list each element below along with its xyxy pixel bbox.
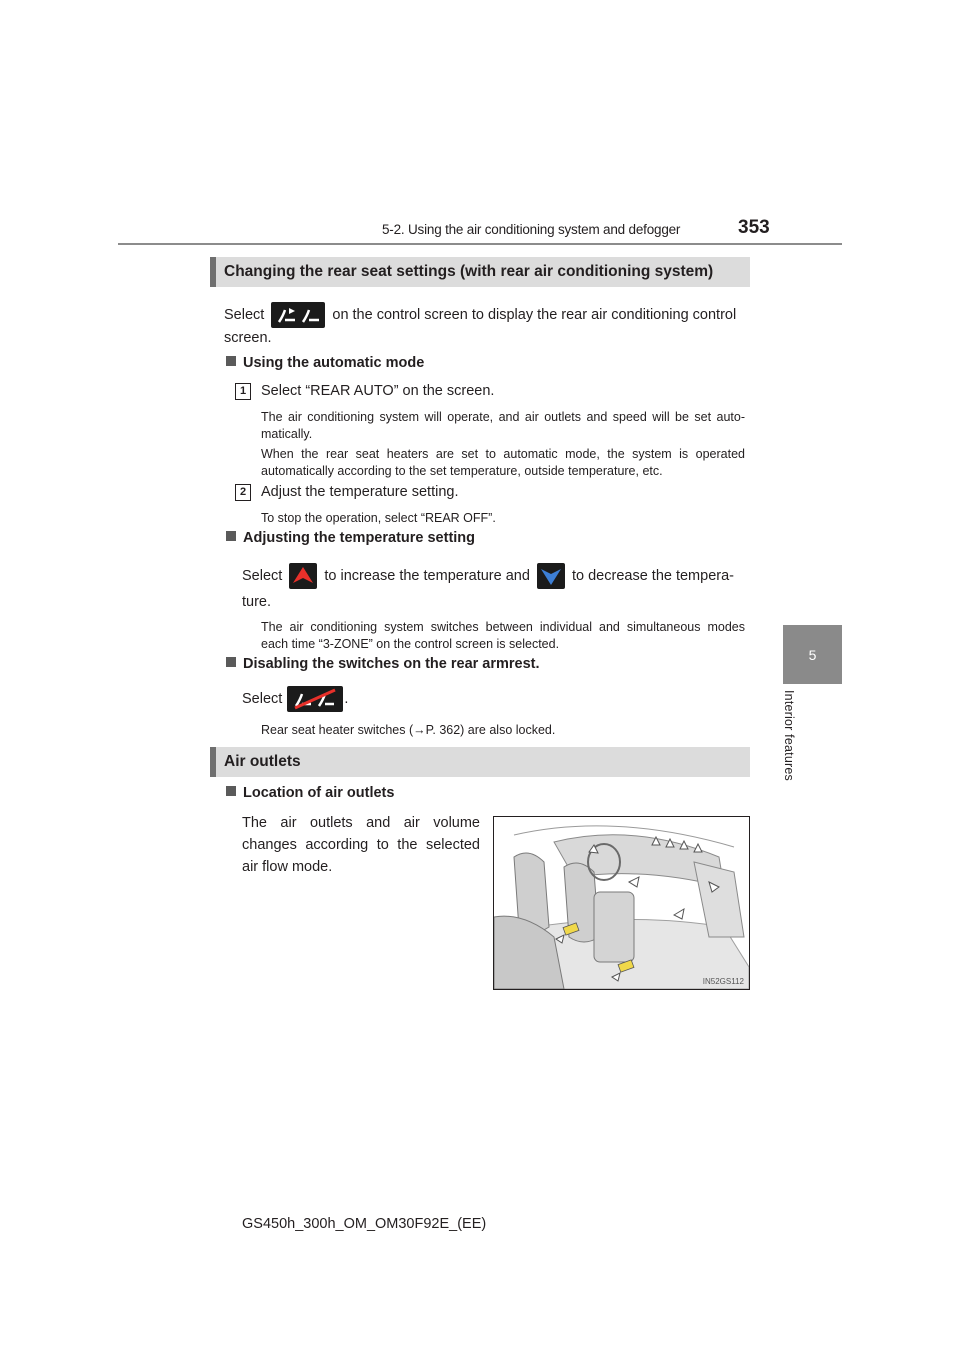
chapter-tab: 5 — [783, 625, 842, 684]
step-1-note-2a: When the rear seat heaters are set to automatic mode, the system is operated — [261, 447, 745, 461]
step-1-note-1a: The air conditioning system will operate, and air outlets and speed will be set auto- — [261, 410, 745, 424]
header-rule — [118, 243, 842, 245]
temperature-line: Select to increase the temperature and to decrease the tempera- — [242, 563, 747, 589]
bullet-square — [226, 786, 236, 796]
step-1-note-2b: automatically according to the set temperature, outside temperature, etc. — [261, 464, 663, 478]
temperature-note-b: each time “3-ZONE” on the control screen is selected. — [261, 637, 560, 651]
rear-lock-icon — [287, 686, 343, 712]
document-code: GS450h_300h_OM_OM30F92E_(EE) — [242, 1216, 487, 1232]
section-heading-air-outlets: Air outlets — [210, 747, 750, 777]
rear-ac-icon — [271, 302, 325, 328]
location-text-2: changes according to the selected — [242, 837, 480, 853]
disable-line: Select . — [242, 686, 348, 712]
page-number: 353 — [738, 217, 770, 238]
temperature-up-icon — [289, 563, 317, 589]
cabin-drawing — [494, 817, 749, 989]
illustration-code: IN52GS112 — [702, 977, 744, 986]
bullet-square — [226, 531, 236, 541]
air-outlets-illustration — [493, 816, 750, 990]
disable-note: Rear seat heater switches (→P. 362) are also locked. — [261, 723, 556, 737]
temperature-note-a: The air conditioning system switches between individual and simultaneous modes — [261, 620, 745, 634]
step-1-text: Select “REAR AUTO” on the screen. — [261, 383, 495, 399]
step-2-text: Adjust the temperature setting. — [261, 484, 459, 500]
running-header-title: 5-2. Using the air conditioning system and defogger — [382, 222, 681, 237]
section-heading-rear-settings: Changing the rear seat settings (with rear air conditioning system) — [210, 257, 750, 287]
bullet-square — [226, 356, 236, 366]
intro-line-2: screen. — [224, 330, 272, 346]
location-text-3: air flow mode. — [242, 859, 333, 875]
temperature-down-icon — [537, 563, 565, 589]
chapter-label: Interior features — [782, 690, 796, 781]
subheading-location: Location of air outlets — [226, 785, 394, 801]
step-2-note: To stop the operation, select “REAR OFF”. — [261, 511, 496, 525]
subheading-auto-mode: Using the automatic mode — [226, 355, 424, 371]
location-text-1: The air outlets and air volume — [242, 815, 480, 831]
subheading-disable: Disabling the switches on the rear armrest. — [226, 656, 540, 672]
bullet-square — [226, 657, 236, 667]
step-number-2: 2 — [235, 484, 251, 501]
step-number-1: 1 — [235, 383, 251, 400]
step-1-note-1b: matically. — [261, 427, 313, 441]
subheading-temperature: Adjusting the temperature setting — [226, 530, 475, 546]
intro-line: Select on the control screen to display the rear air conditioning control — [224, 302, 749, 328]
temperature-line-2: ture. — [242, 594, 272, 610]
